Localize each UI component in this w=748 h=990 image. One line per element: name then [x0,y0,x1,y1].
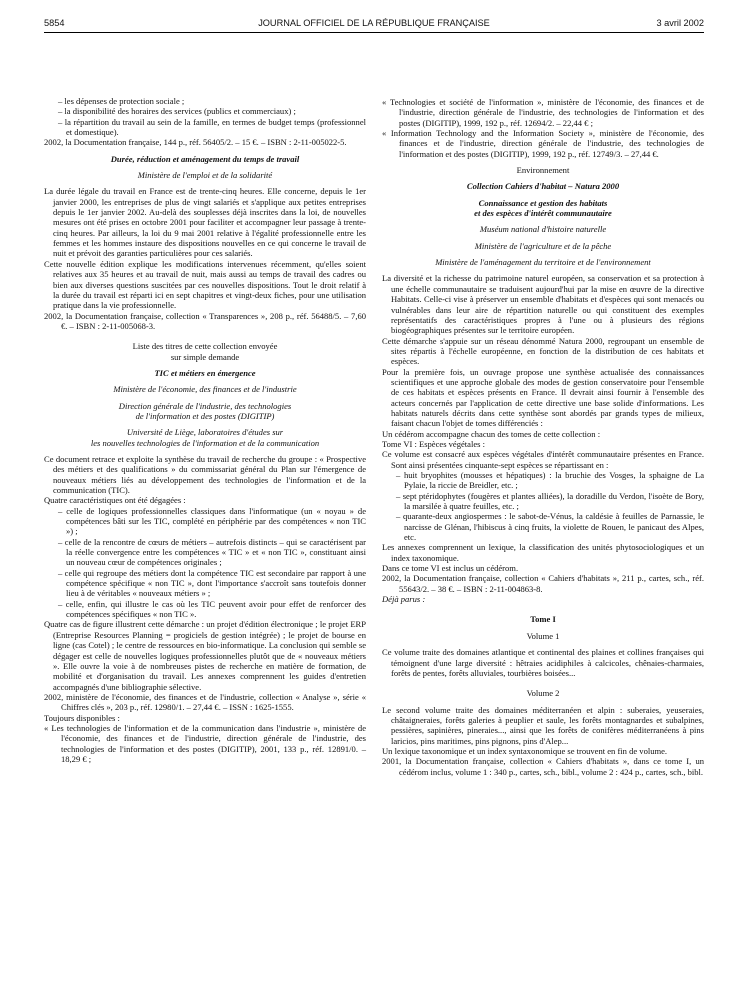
left-paragraph: – celle qui regroupe des métiers dont la compétence TIC est secondaire par rapport à une compétence spécifique « non TIC », dont l'importance s'accroît sans toutefois donner lieu à de véritables « nouveaux métiers » ; [58,567,366,599]
left-paragraph: 2002, ministère de l'économie, des finances et de l'industrie, collection « Analyse », série « Chiffres clés », 203 p., réf. 12980/1. – 27,44 €. – ISSN : 1625-1555. [44,691,366,713]
left-paragraph: TIC et métiers en émergence [154,367,256,378]
left-paragraph: « Les technologies de l'information et de la communication dans l'industrie », ministère de l'économie, des finances et de l'industrie, direction générale de l'industrie, des technologies de l'information et des postes (DIGITIP), 2001, 133 p., réf. 12891/0. – 18,29 € ; [44,722,366,764]
left-paragraph: Quatre cas de figure illustrent cette démarche : un projet d'édition électronique ; le projet ERP (Entreprise Resources Planning = progiciels de gestion intégrée) ; le projet de bourse en ligne (cas Cotel) ; le centre de ressources en bio-informatique. La conclusion qui semble se dégager est celle de nouvelles logiques professionnelles plutôt que de « nouveaux métiers ». Elle ouvre la voie à de nombreuses pistes de recherche en matière de formation, de mobilité et d'organisation du travail. Les annexes comprennent les guides d'entretien accompagnés d'une bibliographie sélective. [44,619,366,692]
right-paragraph: – quarante-deux angiospermes : le sabot-de-Vénus, la caldésie à feuilles de Parnassie, le narcisse de Glénan, l'hibiscus à cinq fruits, la violette de Rouen, le panicaut des Alpes, etc. [396,511,704,543]
right-paragraph: Ce volume traite des domaines atlantique et continental des plaines et collines françaises qui témoignent d'une large diversité : hêtraies acidiphiles à calcicoles, chênaies-charmaies, forêts de pentes, forêts alluviales, tourbières boisées... [382,647,704,678]
right-paragraph: Tome VI : Espèces végétales : [382,438,485,449]
right-paragraph: Déjà parus : [382,594,426,605]
right-paragraph: Muséum national d'histoire naturelle [479,224,607,235]
page-header [44,18,704,32]
left-paragraph: Direction générale de l'industrie, des technologies [118,400,292,411]
right-paragraph: La diversité et la richesse du patrimoine naturel européen, sa conservation et sa protection à une échelle communautaire se traduisent aujourd'hui par la mise en œuvre de la directive Habitats. Celle-ci vise à préserver un ensemble d'habitats et d'espèces qui sont menacés ou vulnérables dans leur aire de répartition naturelle ou qui constituent des exemples représentatifs des caractéristiques propres à l'une ou à plusieurs des régions biogéographiques présentes sur le territoire européen. [382,273,704,336]
left-paragraph: Ce document retrace et exploite la synthèse du travail de recherche du groupe : « Prospective des métiers et des qualifications » du commissariat général du Plan sur l'émergence de nouveaux métiers liés au développement des technologies de l'information et de la communication (TIC). [44,453,366,495]
left-paragraph: – celle, enfin, qui illustre le cas où les TIC peuvent avoir pour effet de renforcer des compétences spécifiques « non TIC ». [58,598,366,620]
left-paragraph: La durée légale du travail en France est de trente-cinq heures. Elle concerne, depuis le 1er janvier 2000, les entreprises de plus de vingt salariés et s'applique aux petites entreprises depuis le 1er janvier 2002. Au-delà des souplesses déjà inscrites dans la loi, de nouvelles mesures ont été prises en octobre 2001 pour faciliter et accompagner leur passage à trente-cinq heures. Par ailleurs, la loi du 9 mai 2001 relative à l'égalité professionnelle entre les femmes et les hommes instaure des dispositions nouvelles en ce qui concerne le travail de nuit et prévoit des garanties particulières pour ces salariés. [44,186,366,259]
right-paragraph: Volume 1 [526,630,560,641]
right-paragraph: Connaissance et gestion des habitats [478,197,608,208]
left-paragraph: Toujours disponibles : [44,712,120,723]
left-paragraph: Durée, réduction et aménagement du temps de travail [110,153,300,164]
left-paragraph: Quatre caractéristiques ont été dégagées : [44,495,186,506]
left-paragraph: 2002, la Documentation française, 144 p., réf. 56405/2. – 15 €. – ISBN : 2-11-005022-5. [44,137,347,148]
right-paragraph: Le second volume traite des domaines méditerranéen et alpin : suberaies, yeuseraies, châtaigneraies, forêts galeries à peuplier et saule, les forêts montagnardes et subalpines, pessières, sapinières, pineraies..., ainsi que les forêts de conifères méditerranéens à pins laricios, pins maritimes, pins pignons, pins d'Alep... [382,704,704,746]
left-paragraph: les nouvelles technologies de l'information et de la communication [90,437,320,448]
left-paragraph: de l'information et des postes (DIGITIP) [135,410,275,421]
left-paragraph: Cette nouvelle édition explique les modifications intervenues récemment, qu'elles soient relatives aux 35 heures et au travail de nuit, mais aussi au temps de travail des cadres ou bien aux diverses questions suscitées par ces nouvelles dispositions. Tout le droit relatif à la durée du travail est réparti ici en sept chapitres et vingt-deux fiches, pour une utilisation pratique dans la vie professionnelle. [44,258,366,311]
header-rule [44,32,704,33]
left-paragraph: Université de Liège, laboratoires d'études sur [126,427,284,438]
left-paragraph: – celle de logiques professionnelles classiques dans l'informatique (un « noyau » de compétences bâti sur les TIC, complété en périphérie par des compétences « non TIC ») ; [58,505,366,537]
right-paragraph: Tome I [530,614,556,625]
right-paragraph: Environnement [516,165,570,176]
journal-title: JOURNAL OFFICIEL DE LA RÉPUBLIQUE FRANÇAISE [258,18,490,28]
right-paragraph: Un cédérom accompagne chacun des tomes de cette collection : [382,428,601,439]
left-paragraph: – la répartition du travail au sein de la famille, en termes de budget temps (professionnel et domestique). [58,116,366,138]
right-paragraph: Dans ce tome VI est inclus un cédérom. [382,563,519,574]
left-paragraph: – la disponibilité des horaires des services (publics et commerciaux) ; [58,106,296,117]
right-paragraph: Collection Cahiers d'habitat – Natura 2000 [466,181,620,192]
left-paragraph: 2002, la Documentation française, collection « Transparences », 208 p., réf. 56488/5. – 7,60 €. – ISBN : 2-11-005068-3. [44,310,366,331]
right-paragraph: – huit bryophites (mousses et hépatiques) : la bruchie des Vosges, la sphaigne de La Pylaie, la riccie de Breidler, etc. ; [396,470,704,491]
right-paragraph: Pour la première fois, un ouvrage propose une synthèse actualisée des connaissances scientifiques et une approche globale des modes de gestion conservatoire pour l'ensemble de ces habitats et espèces présents en France. Il devrait ainsi fournir à l'ensemble des acteurs concernés par l'application de cette directive une base solide d'informations. Les habitats naturels décrits dans cette synthèse sont abordés par grands types de milieux, faisant chacun l'objet de tomes différenciés : [382,366,704,429]
issue-date: 3 avril 2002 [656,18,704,28]
right-paragraph: « Technologies et société de l'information », ministère de l'économie, des finances et de l'industrie, direction générale de l'industrie, des technologies de l'information et des postes (DIGITIP), 1999, 192 p., réf. 12694/2. – 22,44 € ; [382,97,704,128]
left-paragraph: – les dépenses de protection sociale ; [58,96,185,106]
right-paragraph: « Information Technology and the Information Society », ministère de l'économie, des finances et de l'industrie, direction générale de l'industrie, des technologies de l'information et des postes (DIGITIP), 1999, 192 p., réf. 12749/3. – 27,44 €. [382,128,704,159]
page-number: 5854 [44,18,65,28]
spacer [44,331,366,341]
right-paragraph: Ministère de l'aménagement du territoire et de l'environnement [435,257,651,268]
left-paragraph: Ministère de l'économie, des finances et de l'industrie [113,384,297,395]
left-paragraph: Liste des titres de cette collection envoyée [132,341,278,352]
left-paragraph: Ministère de l'emploi et de la solidarité [137,170,273,181]
right-paragraph: 2001, la Documentation française, collection « Cahiers d'habitats », dans ce tome I, un cédérom inclus, volume 1 : 340 p., cartes, sch., bibl., volume 2 : 424 p., cartes, sch., bibl. [382,756,704,777]
left-paragraph: – celle de la rencontre de cœurs de métiers – autrefois distincts – qui se caractérisent par la réelle convergence entre les compétences « TIC » et « non TIC », constituant ainsi un nouveau cœur de compétences originales ; [58,536,366,568]
right-paragraph: Les annexes comprennent un lexique, la classification des unités phytosociologiques et un index taxonomique. [382,542,704,563]
right-paragraph: Ministère de l'agriculture et de la pêche [474,240,612,251]
left-column [44,96,366,764]
right-paragraph: Volume 2 [526,688,560,699]
right-paragraph: 2002, la Documentation française, collection « Cahiers d'habitats », 211 p., cartes, sch., réf. 55643/2. – 38 €. – ISBN : 2-11-004863-8. [382,573,704,594]
spacer [382,604,704,614]
right-paragraph: et des espèces d'intérêt communautaire [474,208,612,219]
right-paragraph: – sept ptéridophytes (fougères et plantes alliées), la doradille du Verdon, l'isoète de Bory, la marsilée à quatre feuilles, etc. ; [396,490,704,512]
right-paragraph: Un lexique taxonomique et un index syntaxonomique se trouvent en fin de volume. [382,745,668,756]
right-paragraph: Ce volume est consacré aux espèces végétales d'intérêt communautaire présentes en France. Sont ainsi présentées cinquante-sept espèces se répartissant en : [382,449,704,470]
right-column [382,97,704,777]
right-paragraph: Cette démarche s'appuie sur un réseau dénommé Natura 2000, regroupant un ensemble de sites répartis à l'échelle européenne, en fonction de la distribution de ces habitats et espèces. [382,335,704,367]
left-paragraph: sur simple demande [170,351,240,362]
spacer [382,678,704,688]
